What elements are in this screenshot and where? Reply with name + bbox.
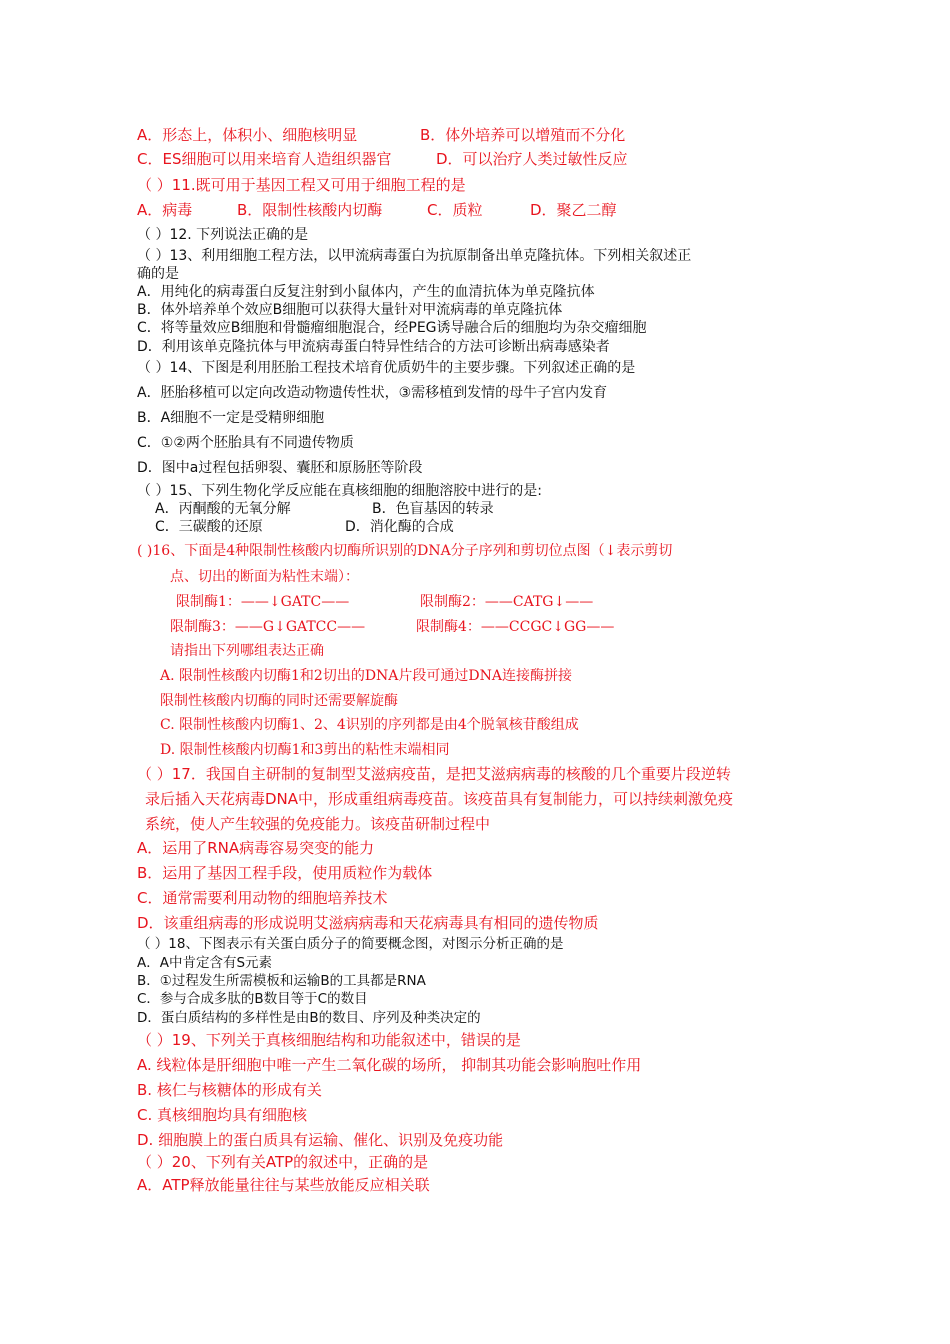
q16-option-a: A. 限制性核酸内切酶1和2切出的DNA片段可通过DNA连接酶拼接 (160, 668, 572, 684)
q17-option-b: B．运用了基因工程手段，使用质粒作为载体 (137, 864, 433, 882)
q15-option-b: B．色盲基因的转录 (372, 501, 494, 517)
q19-option-b: B. 核仁与核糖体的形成有关 (137, 1081, 322, 1099)
q10-option-d: D．可以治疗人类过敏性反应 (436, 150, 628, 168)
q10-option-a: A．形态上，体积小、细胞核明显 (137, 126, 358, 144)
q13-option-c: C．将等量效应B细胞和骨髓瘤细胞混合，经PEG诱导融合后的细胞均为杂交瘤细胞 (137, 320, 647, 336)
q11-option-d: D．聚乙二醇 (530, 201, 617, 219)
q13-stem: （ ）13、利用细胞工程方法，以甲流病毒蛋白为抗原制备出单克隆抗体。下列相关叙述正 (137, 248, 692, 264)
q11-option-b: B．限制性核酸内切酶 (237, 201, 383, 219)
q10-option-c: C．ES细胞可以用来培育人造组织器官 (137, 150, 392, 168)
q13-option-b: B．体外培养单个效应B细胞可以获得大量针对甲流病毒的单克隆抗体 (137, 302, 563, 318)
q19-option-a: A. 线粒体是肝细胞中唯一产生二氧化碳的场所， 抑制其功能会影响胞吐作用 (137, 1056, 642, 1074)
q16-option-c: C. 限制性核酸内切酶1、2、4识别的序列都是由4个脱氧核苷酸组成 (160, 717, 579, 733)
q11-option-c: C．质粒 (427, 201, 483, 219)
enzyme-1: 限制酶1：——↓GATC—— (176, 594, 350, 610)
q20-stem: （ ）20、下列有关ATP的叙述中，正确的是 (137, 1153, 429, 1171)
q17-option-c: C．通常需要利用动物的细胞培养技术 (137, 889, 388, 907)
q17-option-d: D．该重组病毒的形成说明艾滋病病毒和天花病毒具有相同的遗传物质 (137, 914, 599, 932)
q14-option-a: A．胚胎移植可以定向改造动物遗传性状，③需移植到发情的母牛子宫内发育 (137, 385, 608, 401)
q18-option-a: A．A中肯定含有S元素 (137, 955, 273, 971)
q15-stem: （ ）15、下列生物化学反应能在真核细胞的细胞溶胶中进行的是: (137, 483, 542, 499)
q18-option-c: C．参与合成多肽的B数目等于C的数目 (137, 991, 368, 1007)
q17-stem-cont-1: 录后插入天花病毒DNA中，形成重组病毒疫苗。该疫苗具有复制能力，可以持续刺激免疫 (145, 790, 734, 808)
q19-stem: （ ）19、下列关于真核细胞结构和功能叙述中，错误的是 (137, 1031, 521, 1049)
q14-option-c: C．①②两个胚胎具有不同遗传物质 (137, 435, 354, 451)
q14-stem: （ ）14、下图是利用胚胎工程技术培育优质奶牛的主要步骤。下列叙述正确的是 (137, 360, 636, 376)
q19-option-d: D. 细胞膜上的蛋白质具有运输、催化、识别及免疫功能 (137, 1131, 504, 1149)
enzyme-4: 限制酶4：——CCGC↓GG—— (416, 619, 615, 635)
q11-stem: （ ）11.既可用于基因工程又可用于细胞工程的是 (137, 176, 466, 194)
q13-stem-cont: 确的是 (137, 266, 179, 282)
q15-option-c: C．三碳酸的还原 (155, 519, 263, 535)
q15-option-d: D．消化酶的合成 (345, 519, 454, 535)
q16-option-d: D. 限制性核酸内切酶1和3剪出的粘性末端相同 (160, 742, 450, 758)
q19-option-c: C. 真核细胞均具有细胞核 (137, 1106, 308, 1124)
q10-option-b: B．体外培养可以增殖而不分化 (420, 126, 626, 144)
q12-stem: （ ）12. 下列说法正确的是 (137, 227, 309, 243)
q11-option-a: A．病毒 (137, 201, 193, 219)
q18-stem: （ ）18、下图表示有关蛋白质分子的简要概念图，对图示分析正确的是 (137, 936, 564, 952)
q17-option-a: A．运用了RNA病毒容易突变的能力 (137, 839, 375, 857)
q16-stem-cont: 点、切出的断面为粘性末端）： (170, 569, 359, 585)
q17-stem: （ ）17．我国自主研制的复制型艾滋病疫苗，是把艾滋病病毒的核酸的几个重要片段逆转 (137, 765, 731, 783)
q16-option-b: 限制性核酸内切酶的同时还需要解旋酶 (160, 693, 398, 709)
q20-option-a: A．ATP释放能量往往与某些放能反应相关联 (137, 1176, 430, 1194)
q17-stem-cont-2: 系统，使人产生较强的免疫能力。该疫苗研制过程中 (145, 815, 491, 833)
q14-option-d: D．图中a过程包括卵裂、囊胚和原肠胚等阶段 (137, 460, 423, 476)
q16-prompt: 请指出下列哪组表达正确 (170, 643, 324, 659)
q15-option-a: A．丙酮酸的无氧分解 (155, 501, 291, 517)
q18-option-b: B．①过程发生所需模板和运输B的工具都是RNA (137, 973, 426, 989)
enzyme-2: 限制酶2：——CATG↓—— (420, 594, 594, 610)
q13-option-a: A．用纯化的病毒蛋白反复注射到小鼠体内，产生的血清抗体为单克隆抗体 (137, 284, 595, 300)
q18-option-d: D．蛋白质结构的多样性是由B的数目、序列及种类决定的 (137, 1010, 481, 1026)
q16-stem: ( )16、下面是4种限制性核酸内切酶所识别的DNA分子序列和剪切位点图（↓表示剪切 (137, 543, 673, 559)
q14-option-b: B．A细胞不一定是受精卵细胞 (137, 410, 325, 426)
enzyme-3: 限制酶3：——G↓GATCC—— (170, 619, 366, 635)
q13-option-d: D．利用该单克隆抗体与甲流病毒蛋白特异性结合的方法可诊断出病毒感染者 (137, 339, 610, 355)
